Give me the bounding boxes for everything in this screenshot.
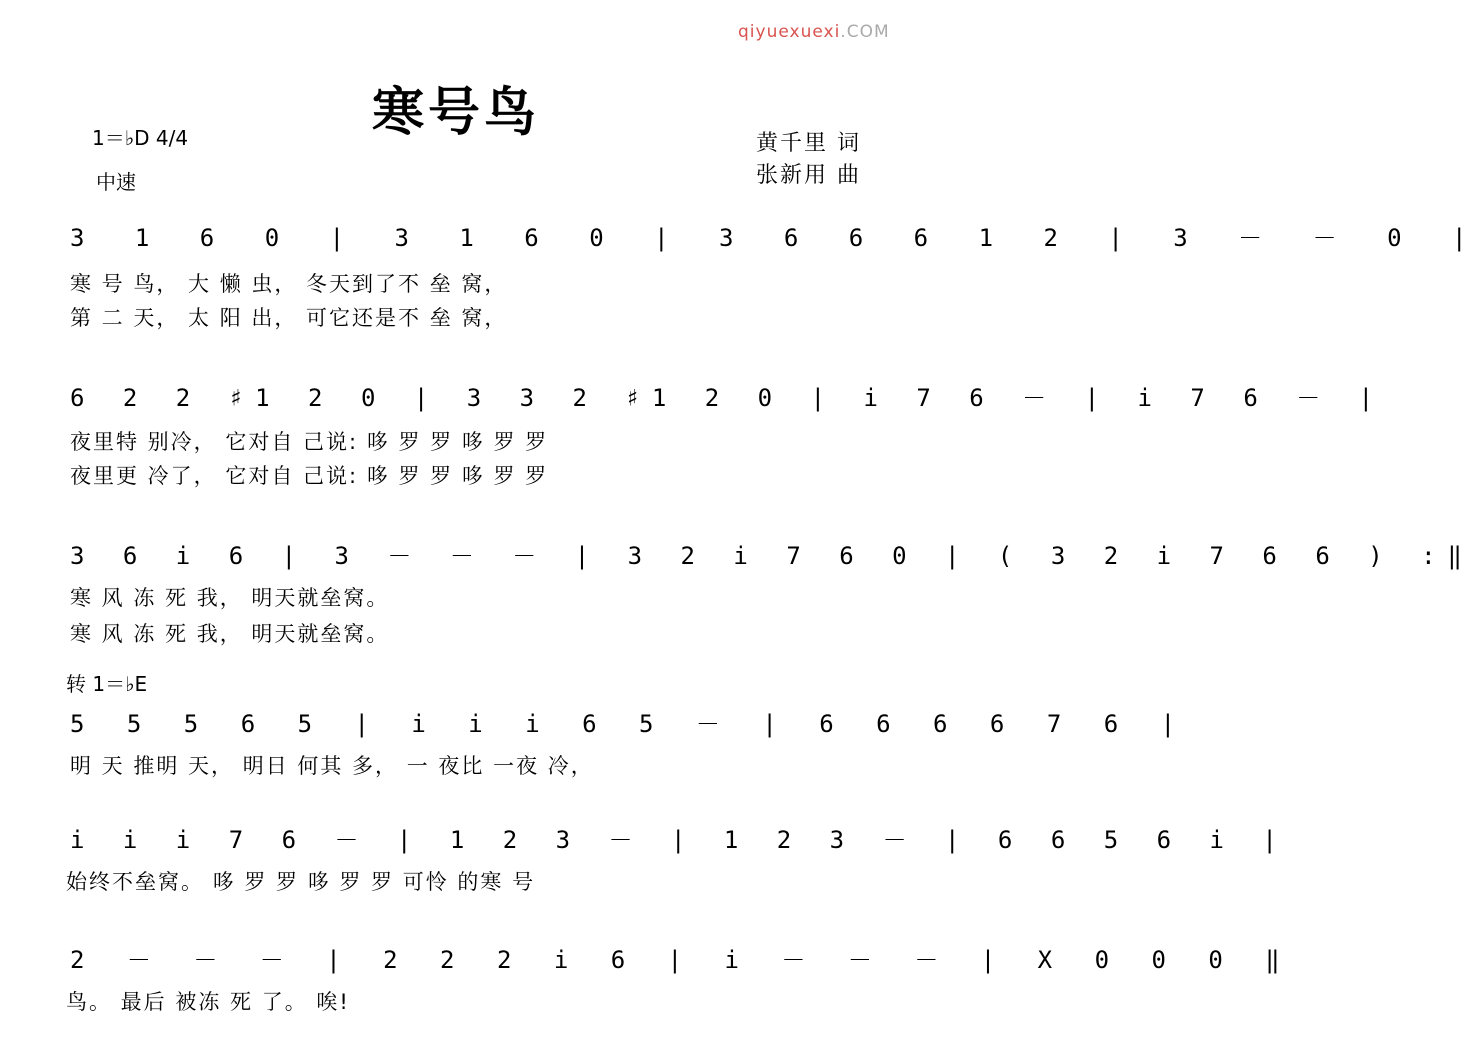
- lyrics-line-3-verse-1: 寒 风 冻 死 我， 明天就垒窝。: [70, 586, 390, 610]
- modulation-marking: 转 1＝♭E: [66, 672, 148, 696]
- lyricist-credit: 黄千里 词: [756, 131, 861, 156]
- notation-line-1: [70, 218, 1484, 253]
- notation-line-2: [70, 378, 1385, 413]
- notation-text: 3 1 6 0 | 3 1 6 0 | 3 6 6 6 1 2 | 3 － － 0 |: [70, 224, 1484, 252]
- song-title: 寒号鸟: [372, 82, 541, 143]
- composer-credit: 张新用 曲: [756, 163, 861, 188]
- notation-line-3: [70, 536, 1474, 571]
- key-signature: 1＝♭D 4/4: [92, 126, 189, 150]
- lyrics-line-2-verse-2: 夜里更 冷了， 它对自 己说: 哆 罗 罗 哆 罗 罗: [70, 464, 549, 488]
- lyrics-line-5: 始终不垒窝。 哆 罗 罗 哆 罗 罗 可怜 的寒 号: [66, 870, 536, 894]
- watermark-prefix: q: [738, 22, 750, 42]
- watermark-text: iyuexuexi: [749, 22, 841, 42]
- lyrics-line-1-verse-2: 第 二 天， 太 阳 出， 可它还是不 垒 窝，: [70, 306, 508, 330]
- notation-line-6: [70, 940, 1294, 975]
- tempo-marking: 中速: [96, 170, 136, 194]
- notation-line-5: [70, 820, 1289, 855]
- lyrics-line-1-verse-1: 寒 号 鸟， 大 懒 虫， 冬天到了不 垒 窝，: [70, 272, 508, 296]
- lyrics-line-6: 鸟。 最后 被冻 死 了。 唉!: [66, 990, 350, 1014]
- watermark: [738, 22, 890, 42]
- lyrics-line-4: 明 天 推明 天， 明日 何其 多， 一 夜比 一夜 冷，: [70, 754, 594, 778]
- lyrics-line-3-verse-2: 寒 风 冻 死 我， 明天就垒窝。: [70, 622, 390, 646]
- notation-text: i i i 7 6 － | 1 2 3 － | 1 2 3 － | 6 6 5 6 i |: [70, 826, 1289, 854]
- notation-text: 6 2 2 ♯1 2 0 | 3 3 2 ♯1 2 0 | i 7 6 － | i 7 6 － |: [70, 384, 1386, 412]
- notation-text: 2 － － － | 2 2 2 i 6 | i － － － | X 0 0 0 ‖: [70, 946, 1294, 974]
- watermark-suffix: .COM: [840, 22, 890, 42]
- lyrics-line-2-verse-1: 夜里特 别冷， 它对自 己说: 哆 罗 罗 哆 罗 罗: [70, 430, 549, 454]
- notation-text: 5 5 5 6 5 | i i i 6 5 － | 6 6 6 6 7 6 |: [70, 710, 1190, 738]
- notation-line-4: [70, 704, 1189, 739]
- notation-text: 3 6 i 6 | 3 － － － | 3 2 i 7 6 0 | ( 3 2 i 7 6 6 ) :‖: [70, 542, 1475, 570]
